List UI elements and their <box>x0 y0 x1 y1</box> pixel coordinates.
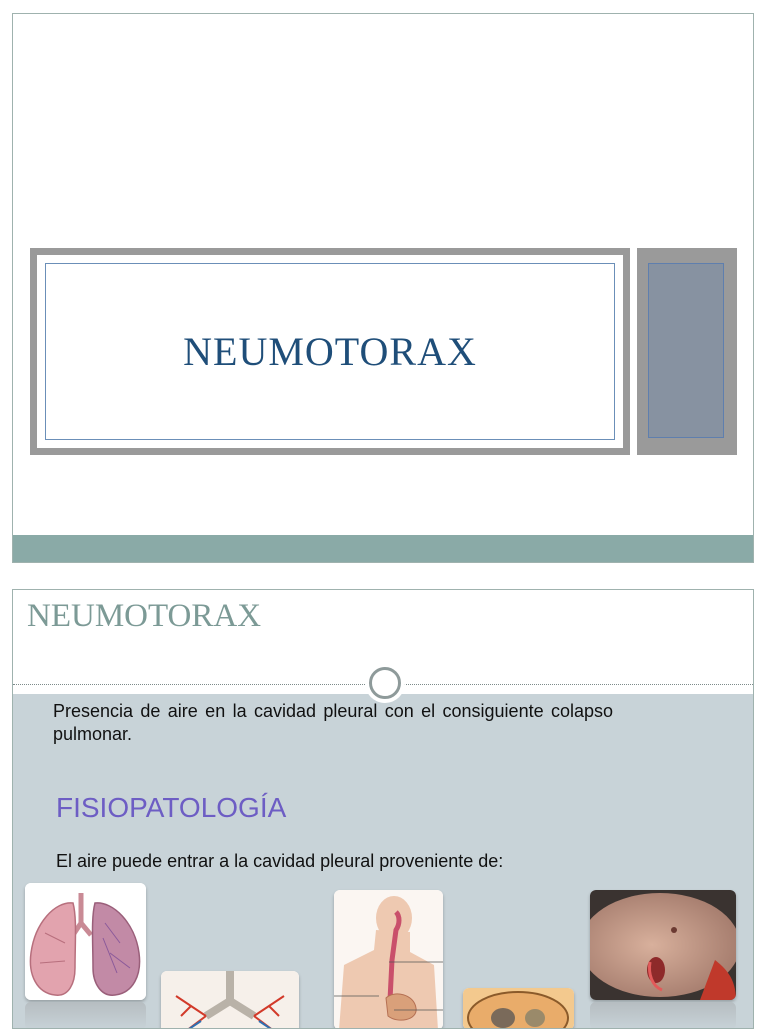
abdominal-cavity-icon <box>463 988 574 1029</box>
definition-text: Presencia de aire en la cavidad pleural con el consiguiente colapso pulmonar. <box>53 701 613 744</box>
lungs-image <box>25 883 146 1000</box>
lungs-icon <box>25 883 146 1000</box>
torso-image <box>334 890 443 1029</box>
side-accent-frame <box>637 248 737 455</box>
title-frame <box>30 248 630 455</box>
content-slide <box>12 589 754 1029</box>
title-box <box>45 263 615 440</box>
slide-title: NEUMOTORAX <box>183 329 477 374</box>
divider-circle-icon <box>365 663 405 703</box>
bronchial-tree-icon <box>161 971 299 1029</box>
section-subheading: FISIOPATOLOGÍA <box>56 792 287 823</box>
wound-photo-icon <box>590 890 736 1000</box>
entry-sources-text: El aire puede entrar a la cavidad pleural proveniente de: <box>56 851 504 871</box>
title-slide <box>12 13 754 563</box>
esophagus-icon <box>334 890 443 1029</box>
abdomen-image <box>463 988 574 1029</box>
slide-heading: NEUMOTORAX <box>27 598 262 634</box>
footer-band <box>13 535 753 562</box>
chest-wound-photo <box>590 890 736 1000</box>
bronchi-image <box>161 971 299 1029</box>
side-accent-box <box>648 263 724 438</box>
